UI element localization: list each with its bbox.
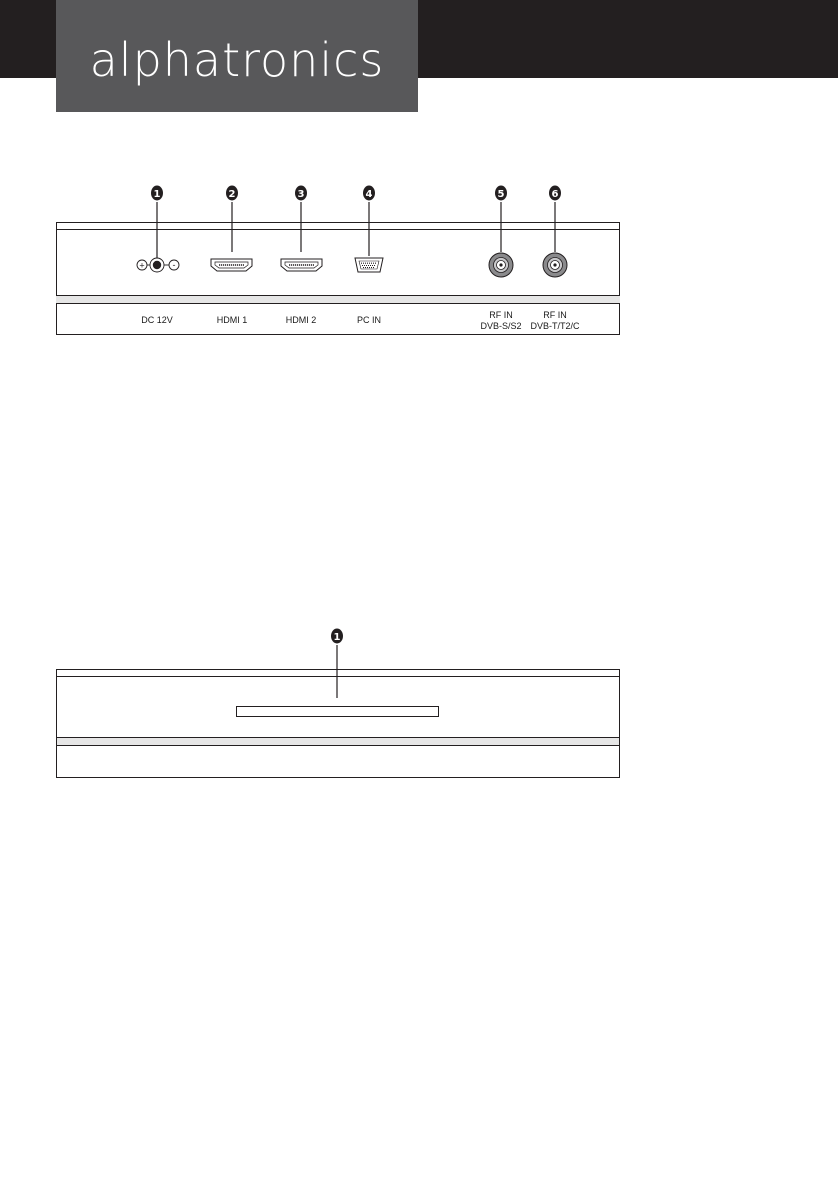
label-dc-12v: DC 12V xyxy=(141,315,173,325)
dc-power-port xyxy=(137,258,179,272)
svg-text:1: 1 xyxy=(153,189,161,200)
callout-slot-1 xyxy=(331,629,343,644)
label-hdmi-1: HDMI 1 xyxy=(216,315,248,325)
hdmi-2-port xyxy=(281,259,322,271)
callout-3 xyxy=(295,186,307,201)
svg-text:3: 3 xyxy=(297,189,305,200)
vga-pc-port xyxy=(355,258,383,272)
rf-terrestrial-port xyxy=(543,253,567,277)
label-hdmi-2: HDMI 2 xyxy=(285,315,317,325)
svg-text:4: 4 xyxy=(365,189,373,200)
ci-card-slot xyxy=(237,707,439,717)
brand-name: alphatronics xyxy=(89,33,385,87)
rf-satellite-port xyxy=(489,253,513,277)
label-pc-in: PC IN xyxy=(356,315,382,325)
hdmi-1-port xyxy=(211,259,252,271)
callout-4 xyxy=(363,186,375,201)
svg-text:-: - xyxy=(172,260,176,270)
svg-text:6: 6 xyxy=(551,189,559,200)
callout-6 xyxy=(549,186,561,201)
side-panel-diagram xyxy=(56,186,620,335)
svg-text:5: 5 xyxy=(497,189,505,200)
label-rf-in-1: RF IN xyxy=(489,310,513,320)
callout-2 xyxy=(226,186,238,201)
svg-text:1: 1 xyxy=(333,632,341,643)
callout-5 xyxy=(495,186,507,201)
label-dvb-t: DVB-T/T2/C xyxy=(530,321,580,331)
svg-text:2: 2 xyxy=(228,189,236,200)
label-rf-in-2: RF IN xyxy=(543,310,567,320)
svg-text:+: + xyxy=(139,260,145,271)
label-dvb-s: DVB-S/S2 xyxy=(480,321,522,331)
card-slot-diagram xyxy=(56,629,620,779)
callout-1 xyxy=(151,186,163,201)
